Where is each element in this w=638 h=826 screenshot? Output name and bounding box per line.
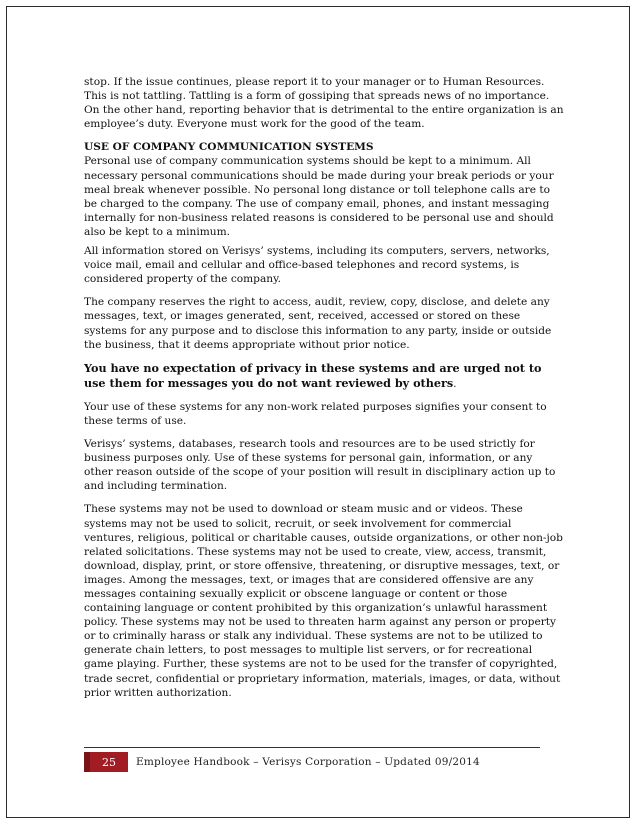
footer-title: Employee Handbook – Verisys Corporation – Updated 09/2014	[136, 756, 480, 768]
document-body	[84, 75, 564, 709]
page-footer	[84, 752, 480, 772]
paragraph-tattling: stop. If the issue continues, please report it to your manager or to Human Resources. This is not tattling. Tattling is a form of gossiping that spreads news of no importance. On the other hand, reporting behavior that is detrimental to the entire organization is an employee’s duty. Everyone must work for the good of the team.	[84, 76, 564, 131]
paragraph-business-use: Verisys’ systems, databases, research tools and resources are to be used strictly for business purposes only. Use of these systems for personal gain, information, or any other reason outside of the scope of your position will result in disciplinary action up to and including termination.	[84, 438, 556, 493]
paragraph-personal-use: Personal use of company communication systems should be kept to a minimum. All necessary personal communications should be made during your break periods or your meal break whenever possible. No personal long distance or toll telephone calls are to be charged to the company. The use of company email, phones, and instant messaging internally for non-business related reasons is considered to be personal use and should also be kept to a minimum.	[84, 155, 554, 238]
footer-divider	[84, 747, 540, 748]
page-number: 25	[84, 752, 128, 772]
privacy-warning-end: .	[453, 377, 457, 390]
paragraph-consent: Your use of these systems for any non-work related purposes signifies your consent to these terms of use.	[84, 400, 547, 427]
section-heading: USE OF COMPANY COMMUNICATION SYSTEMS	[84, 141, 374, 154]
paragraph-prohibited-uses: These systems may not be used to download or steam music and or videos. These systems may not be used to solicit, recruit, or seek involvement for commercial ventures, religious, political or charitable causes, outside organizations, or other non-job related solicitations. These systems may not be used to create, view, access, transmit, download, display, print, or store offensive, threatening, or disruptive messages, text, or images. Among the messages, text, or images that are considered offensive are any messages containing sexually explicit or obscene language or content or those containing language or content prohibited by this organization’s unlawful harassment policy. These systems may not be used to threaten harm against any person or property or to criminally harass or stalk any individual. These systems are not to be utilized to generate chain letters, to post messages to multiple list servers, or for recreational game playing. Further, these systems are not to be used for the transfer of copyrighted, trade secret, confidential or proprietary information, materials, images, or data, without prior written authorization.	[84, 503, 563, 699]
privacy-warning: You have no expectation of privacy in these systems and are urged not to use them for messages you do not want reviewed by others	[84, 360, 542, 390]
paragraph-information-property: All information stored on Verisys’ systems, including its computers, servers, networks, voice mail, email and cellular and office-based telephones and record systems, is considered property of the company.	[84, 245, 550, 286]
section-communication	[84, 140, 564, 239]
paragraph-privacy-notice	[84, 361, 564, 391]
paragraph-rights-reserved: The company reserves the right to access, audit, review, copy, disclose, and delete any messages, text, or images generated, sent, received, accessed or stored on these systems for any purpose and to disclose this information to any party, inside or outside the business, that it deems appropriate without prior notice.	[84, 296, 552, 351]
